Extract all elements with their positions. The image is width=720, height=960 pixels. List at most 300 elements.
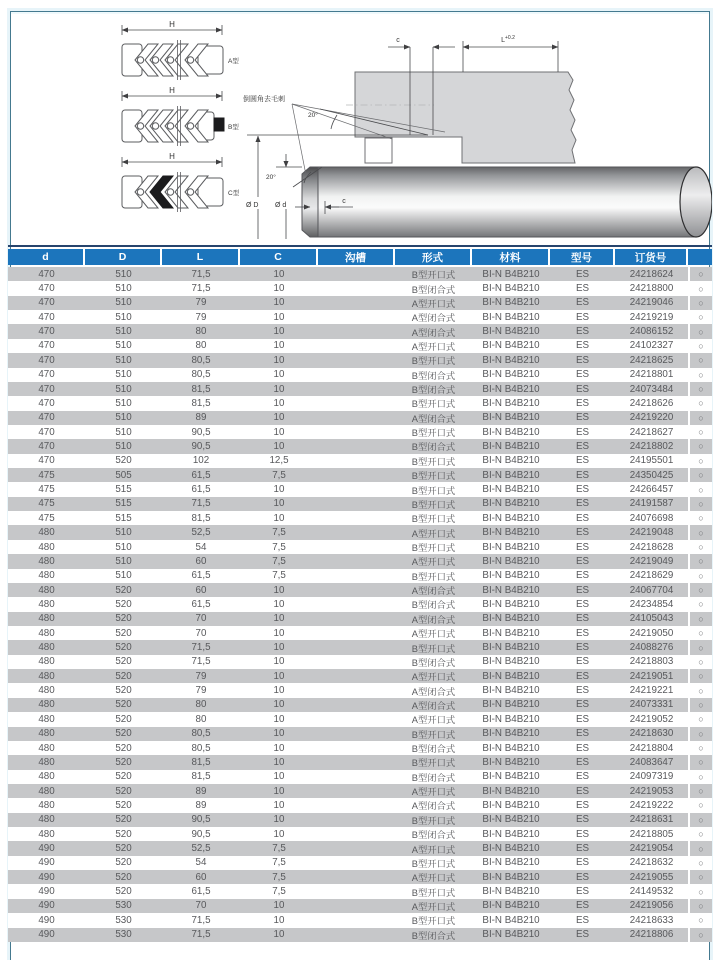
- cell-form: B型闭合式: [411, 370, 456, 381]
- cell-model: ES: [575, 268, 590, 280]
- stock-circle-icon: ○: [688, 454, 712, 468]
- cell-model: ES: [575, 728, 590, 740]
- cell-D: 520: [115, 785, 132, 797]
- cell-order-no: 24218627: [629, 426, 674, 438]
- cell-material: BI-N B4B210: [482, 598, 540, 610]
- stock-circle-icon: ○: [688, 640, 712, 654]
- cell-form: B型闭合式: [411, 284, 456, 295]
- cell-C: 10: [273, 326, 285, 338]
- cell-d: 470: [38, 326, 55, 338]
- cell-C: 10: [273, 383, 285, 395]
- cell-d: 480: [38, 584, 55, 596]
- cell-model: ES: [575, 484, 590, 496]
- cell-model: ES: [575, 440, 590, 452]
- cell-D: 510: [115, 383, 132, 395]
- table-row: [8, 339, 712, 353]
- cell-d: 480: [38, 785, 55, 797]
- cell-C: 12,5: [269, 455, 289, 467]
- cell-d: 475: [38, 484, 55, 496]
- cell-d: 470: [38, 283, 55, 295]
- cell-order-no: 24219219: [629, 311, 674, 323]
- cell-material: BI-N B4B210: [482, 412, 540, 424]
- cell-model: ES: [575, 828, 590, 840]
- cell-L: 80: [195, 340, 207, 352]
- cell-groove: [318, 928, 395, 942]
- cell-groove: [318, 339, 395, 353]
- table-row: [8, 928, 712, 942]
- cell-order-no: 24073331: [629, 699, 674, 711]
- table-row: [8, 884, 712, 898]
- seal-type-c-diagram: [122, 152, 240, 212]
- cell-material: BI-N B4B210: [482, 914, 540, 926]
- table-row: [8, 454, 712, 468]
- cell-groove: [318, 425, 395, 439]
- cell-d: 475: [38, 512, 55, 524]
- cell-L: 90,5: [191, 440, 211, 452]
- cell-C: 10: [273, 584, 285, 596]
- cell-C: 10: [273, 771, 285, 783]
- cell-groove: [318, 540, 395, 554]
- table-row: [8, 296, 712, 310]
- stock-circle-icon: ○: [688, 813, 712, 827]
- cell-material: BI-N B4B210: [482, 311, 540, 323]
- cell-form: A型闭合式: [411, 413, 456, 424]
- cell-L: 80,5: [191, 728, 211, 740]
- cell-groove: [318, 640, 395, 654]
- col-header-d: d: [8, 249, 85, 265]
- cell-C: 7,5: [272, 469, 286, 481]
- cell-groove: [318, 468, 395, 482]
- cell-d: 480: [38, 713, 55, 725]
- cell-D: 520: [115, 814, 132, 826]
- cell-d: 480: [38, 555, 55, 567]
- cell-D: 510: [115, 340, 132, 352]
- cell-material: BI-N B4B210: [482, 340, 540, 352]
- table-header-row: [8, 249, 712, 265]
- table-row: [8, 841, 712, 855]
- table-row: [8, 324, 712, 338]
- cell-material: BI-N B4B210: [482, 627, 540, 639]
- cell-D: 520: [115, 857, 132, 869]
- cell-material: BI-N B4B210: [482, 642, 540, 654]
- cell-D: 520: [115, 627, 132, 639]
- cell-L: 52,5: [191, 843, 211, 855]
- cell-groove: [318, 870, 395, 884]
- table-row: [8, 368, 712, 382]
- cell-L: 81,5: [191, 383, 211, 395]
- cell-d: 480: [38, 642, 55, 654]
- cell-model: ES: [575, 627, 590, 639]
- cell-model: ES: [575, 498, 590, 510]
- cell-order-no: 24219222: [629, 799, 674, 811]
- cell-C: 10: [273, 297, 285, 309]
- cell-D: 520: [115, 771, 132, 783]
- cell-order-no: 24105043: [629, 613, 674, 625]
- cell-order-no: 24219051: [629, 670, 674, 682]
- cell-C: 7,5: [272, 843, 286, 855]
- cell-order-no: 24219054: [629, 843, 674, 855]
- cell-material: BI-N B4B210: [482, 929, 540, 941]
- cell-order-no: 24219056: [629, 900, 674, 912]
- cell-order-no: 24218802: [629, 440, 674, 452]
- cell-form: B型开口式: [411, 270, 456, 281]
- cell-C: 10: [273, 642, 285, 654]
- cell-C: 10: [273, 426, 285, 438]
- cell-d: 480: [38, 656, 55, 668]
- cell-d: 470: [38, 268, 55, 280]
- cell-d: 480: [38, 570, 55, 582]
- cell-C: 10: [273, 268, 285, 280]
- cell-material: BI-N B4B210: [482, 742, 540, 754]
- cell-d: 480: [38, 685, 55, 697]
- stock-circle-icon: ○: [688, 928, 712, 942]
- cell-L: 60: [195, 555, 207, 567]
- cell-model: ES: [575, 857, 590, 869]
- cell-groove: [318, 827, 395, 841]
- cell-C: 10: [273, 627, 285, 639]
- cell-form: B型开口式: [411, 514, 456, 525]
- cell-L: 79: [195, 685, 207, 697]
- cell-L: 79: [195, 670, 207, 682]
- cell-form: B型开口式: [411, 729, 456, 740]
- cell-order-no: 24218626: [629, 397, 674, 409]
- cell-material: BI-N B4B210: [482, 713, 540, 725]
- cell-L: 89: [195, 799, 207, 811]
- cell-groove: [318, 382, 395, 396]
- cell-form: B型闭合式: [411, 744, 456, 755]
- cell-material: BI-N B4B210: [482, 871, 540, 883]
- stock-circle-icon: ○: [688, 899, 712, 913]
- cell-d: 480: [38, 699, 55, 711]
- cell-C: 7,5: [272, 886, 286, 898]
- stock-circle-icon: ○: [688, 856, 712, 870]
- cell-C: 10: [273, 670, 285, 682]
- cell-C: 10: [273, 354, 285, 366]
- stock-circle-icon: ○: [688, 626, 712, 640]
- table-row: [8, 612, 712, 626]
- cell-D: 510: [115, 440, 132, 452]
- cell-L: 71,5: [191, 914, 211, 926]
- cell-order-no: 24218625: [629, 354, 674, 366]
- cell-C: 10: [273, 728, 285, 740]
- cell-groove: [318, 497, 395, 511]
- cell-groove: [318, 841, 395, 855]
- cell-d: 470: [38, 354, 55, 366]
- cell-C: 10: [273, 742, 285, 754]
- cell-order-no: 24191587: [629, 498, 674, 510]
- cell-model: ES: [575, 412, 590, 424]
- table-row: [8, 827, 712, 841]
- cell-C: 10: [273, 484, 285, 496]
- cell-D: 510: [115, 354, 132, 366]
- col-header-stock: [688, 249, 712, 265]
- cell-order-no: 24218803: [629, 656, 674, 668]
- cell-material: BI-N B4B210: [482, 326, 540, 338]
- cell-form: A型开口式: [411, 715, 456, 726]
- cell-form: A型开口式: [411, 528, 456, 539]
- cell-material: BI-N B4B210: [482, 570, 540, 582]
- cell-model: ES: [575, 426, 590, 438]
- table-row: [8, 813, 712, 827]
- cell-L: 54: [195, 541, 207, 553]
- cell-model: ES: [575, 814, 590, 826]
- stock-circle-icon: ○: [688, 540, 712, 554]
- stock-circle-icon: ○: [688, 339, 712, 353]
- cell-form: A型开口式: [411, 787, 456, 798]
- cell-order-no: 24149532: [629, 886, 674, 898]
- cell-material: BI-N B4B210: [482, 484, 540, 496]
- cell-model: ES: [575, 283, 590, 295]
- cell-D: 510: [115, 283, 132, 295]
- cell-d: 490: [38, 929, 55, 941]
- cell-form: B型闭合式: [411, 657, 456, 668]
- cell-groove: [318, 813, 395, 827]
- cell-D: 520: [115, 598, 132, 610]
- cell-order-no: 24219055: [629, 871, 674, 883]
- cell-order-no: 24195501: [629, 455, 674, 467]
- cell-C: 10: [273, 799, 285, 811]
- stock-circle-icon: ○: [688, 784, 712, 798]
- cell-L: 71,5: [191, 642, 211, 654]
- cell-form: A型闭合式: [411, 327, 456, 338]
- cell-model: ES: [575, 785, 590, 797]
- cell-material: BI-N B4B210: [482, 857, 540, 869]
- cell-model: ES: [575, 713, 590, 725]
- cell-d: 480: [38, 527, 55, 539]
- cell-material: BI-N B4B210: [482, 771, 540, 783]
- stock-circle-icon: ○: [688, 497, 712, 511]
- cell-form: B型闭合式: [411, 830, 456, 841]
- cell-form: B型开口式: [411, 858, 456, 869]
- stock-circle-icon: ○: [688, 913, 712, 927]
- cell-d: 470: [38, 455, 55, 467]
- cell-D: 520: [115, 584, 132, 596]
- cell-d: 470: [38, 397, 55, 409]
- cell-order-no: 24234854: [629, 598, 674, 610]
- table-row: [8, 569, 712, 583]
- cell-d: 490: [38, 914, 55, 926]
- cell-order-no: 24218628: [629, 541, 674, 553]
- cell-material: BI-N B4B210: [482, 426, 540, 438]
- table-row: [8, 482, 712, 496]
- cell-material: BI-N B4B210: [482, 440, 540, 452]
- cell-L: 90,5: [191, 426, 211, 438]
- cell-model: ES: [575, 369, 590, 381]
- cell-D: 510: [115, 527, 132, 539]
- cell-d: 490: [38, 900, 55, 912]
- cell-C: 10: [273, 828, 285, 840]
- cell-D: 520: [115, 728, 132, 740]
- cell-material: BI-N B4B210: [482, 469, 540, 481]
- cell-groove: [318, 454, 395, 468]
- angle-rod-label: 20°: [266, 174, 276, 181]
- cell-C: 10: [273, 440, 285, 452]
- cell-D: 515: [115, 512, 132, 524]
- cell-D: 510: [115, 369, 132, 381]
- cell-L: 81,5: [191, 756, 211, 768]
- cell-material: BI-N B4B210: [482, 498, 540, 510]
- cell-L: 81,5: [191, 397, 211, 409]
- stock-circle-icon: ○: [688, 396, 712, 410]
- cell-form: A型闭合式: [411, 700, 456, 711]
- cell-order-no: 24076698: [629, 512, 674, 524]
- cell-order-no: 24067704: [629, 584, 674, 596]
- cell-d: 470: [38, 426, 55, 438]
- cell-order-no: 24219046: [629, 297, 674, 309]
- cell-material: BI-N B4B210: [482, 670, 540, 682]
- cell-D: 515: [115, 498, 132, 510]
- stock-circle-icon: ○: [688, 583, 712, 597]
- table-row: [8, 396, 712, 410]
- cell-model: ES: [575, 397, 590, 409]
- cell-order-no: 24219221: [629, 685, 674, 697]
- cell-groove: [318, 310, 395, 324]
- stock-circle-icon: ○: [688, 525, 712, 539]
- cell-D: 530: [115, 914, 132, 926]
- cell-order-no: 24218631: [629, 814, 674, 826]
- cell-C: 10: [273, 613, 285, 625]
- cell-model: ES: [575, 685, 590, 697]
- cell-groove: [318, 554, 395, 568]
- cell-groove: [318, 612, 395, 626]
- stock-circle-icon: ○: [688, 798, 712, 812]
- dim-h-label: H: [169, 86, 175, 95]
- parts-table: [8, 245, 712, 942]
- cell-L: 61,5: [191, 469, 211, 481]
- cell-groove: [318, 569, 395, 583]
- cell-D: 530: [115, 929, 132, 941]
- cell-model: ES: [575, 656, 590, 668]
- cell-form: A型闭合式: [411, 586, 456, 597]
- cell-order-no: 24219048: [629, 527, 674, 539]
- cell-L: 71,5: [191, 283, 211, 295]
- cell-material: BI-N B4B210: [482, 584, 540, 596]
- cell-L: 70: [195, 627, 207, 639]
- cell-C: 10: [273, 713, 285, 725]
- table-row: [8, 597, 712, 611]
- cell-groove: [318, 755, 395, 769]
- cell-d: 480: [38, 670, 55, 682]
- dim-h-label: H: [169, 152, 175, 161]
- cell-L: 80: [195, 713, 207, 725]
- cell-groove: [318, 884, 395, 898]
- cell-groove: [318, 683, 395, 697]
- cell-L: 81,5: [191, 512, 211, 524]
- seal-type-a-diagram: [122, 20, 239, 80]
- cell-C: 10: [273, 929, 285, 941]
- table-body: [8, 267, 712, 942]
- cell-D: 510: [115, 397, 132, 409]
- cell-L: 71,5: [191, 929, 211, 941]
- dim-c-rod-label: c: [342, 198, 346, 205]
- cell-d: 480: [38, 627, 55, 639]
- cell-form: B型开口式: [411, 916, 456, 927]
- cell-groove: [318, 899, 395, 913]
- cell-order-no: 24088276: [629, 642, 674, 654]
- cell-D: 520: [115, 670, 132, 682]
- cell-groove: [318, 511, 395, 525]
- cell-model: ES: [575, 584, 590, 596]
- seal-b-black-ring: [214, 118, 224, 131]
- cell-form: B型开口式: [411, 543, 456, 553]
- cell-C: 10: [273, 340, 285, 352]
- cell-material: BI-N B4B210: [482, 613, 540, 625]
- groove-ring: [365, 138, 392, 163]
- cell-material: BI-N B4B210: [482, 268, 540, 280]
- cell-D: 520: [115, 713, 132, 725]
- cell-d: 480: [38, 799, 55, 811]
- stock-circle-icon: ○: [688, 683, 712, 697]
- stock-circle-icon: ○: [688, 827, 712, 841]
- cell-form: B型开口式: [411, 758, 456, 769]
- cell-form: B型开口式: [411, 399, 456, 410]
- cell-form: A型闭合式: [411, 614, 456, 625]
- stock-circle-icon: ○: [688, 411, 712, 425]
- cell-D: 510: [115, 412, 132, 424]
- cell-d: 470: [38, 311, 55, 323]
- rod-body: [318, 167, 696, 237]
- cell-d: 480: [38, 756, 55, 768]
- cell-form: A型开口式: [411, 901, 456, 912]
- cell-L: 90,5: [191, 828, 211, 840]
- dia-outer-label: Ø D: [246, 202, 259, 209]
- table-row: [8, 913, 712, 927]
- table-row: [8, 554, 712, 568]
- cell-d: 490: [38, 843, 55, 855]
- cell-C: 10: [273, 699, 285, 711]
- cell-order-no: 24102327: [629, 340, 674, 352]
- cell-L: 79: [195, 297, 207, 309]
- stock-circle-icon: ○: [688, 841, 712, 855]
- cell-form: B型开口式: [411, 428, 456, 439]
- cell-order-no: 24218630: [629, 728, 674, 740]
- cell-groove: [318, 267, 395, 281]
- cell-L: 102: [192, 455, 210, 467]
- cell-D: 520: [115, 455, 132, 467]
- col-header-C: C: [240, 249, 318, 265]
- cell-d: 480: [38, 541, 55, 553]
- cell-form: B型开口式: [411, 643, 456, 654]
- table-row: [8, 281, 712, 295]
- cell-form: A型闭合式: [411, 686, 456, 697]
- seal-type-a-label: A型: [228, 58, 239, 65]
- cell-C: 10: [273, 512, 285, 524]
- cell-C: 7,5: [272, 555, 286, 567]
- dim-c-housing-label: c: [396, 37, 400, 44]
- cell-d: 490: [38, 871, 55, 883]
- cell-groove: [318, 597, 395, 611]
- angle-top-label: 20°: [308, 112, 318, 119]
- col-header-form: 形式: [395, 249, 472, 265]
- table-row: [8, 439, 712, 453]
- col-header-D: D: [85, 249, 162, 265]
- cell-d: 480: [38, 613, 55, 625]
- cell-material: BI-N B4B210: [482, 555, 540, 567]
- cell-C: 10: [273, 656, 285, 668]
- cell-groove: [318, 439, 395, 453]
- stock-circle-icon: ○: [688, 741, 712, 755]
- cell-C: 10: [273, 283, 285, 295]
- cell-D: 520: [115, 886, 132, 898]
- table-row: [8, 655, 712, 669]
- cell-L: 71,5: [191, 268, 211, 280]
- cell-d: 475: [38, 469, 55, 481]
- cell-D: 520: [115, 799, 132, 811]
- cell-L: 54: [195, 857, 207, 869]
- cell-L: 61,5: [191, 570, 211, 582]
- table-row: [8, 755, 712, 769]
- cell-form: B型开口式: [411, 356, 456, 367]
